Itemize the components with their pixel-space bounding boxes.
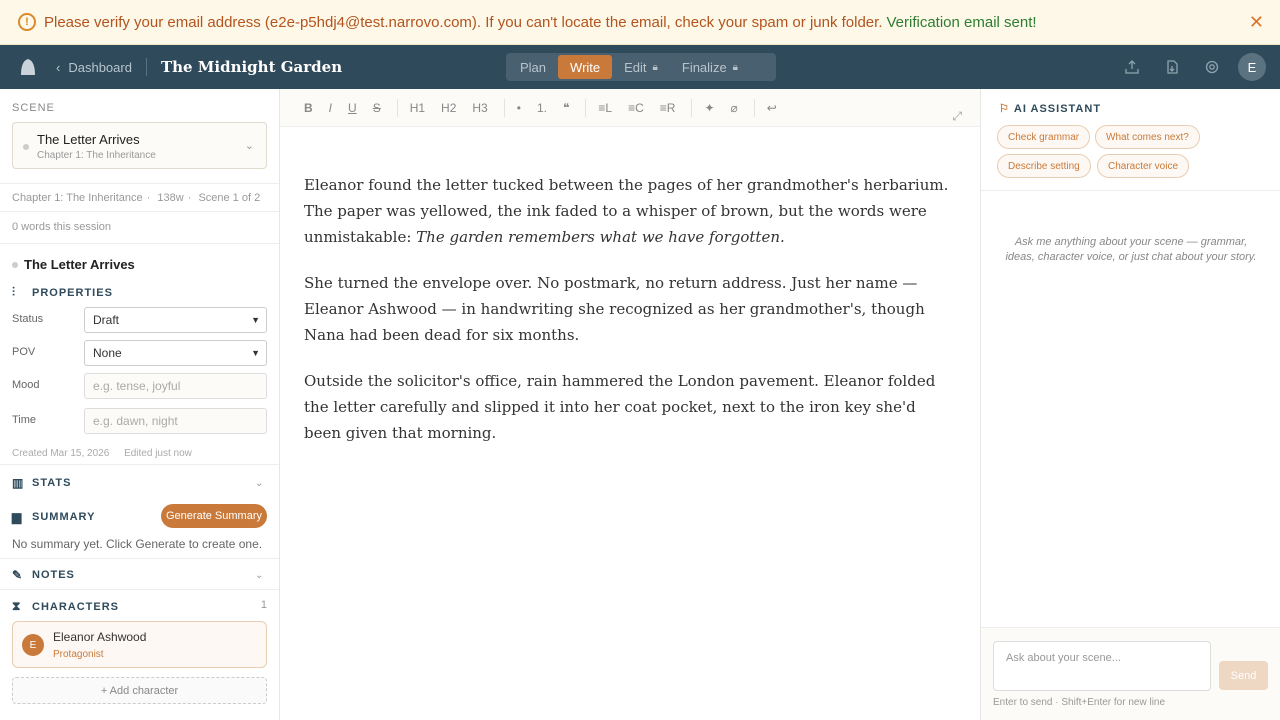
divider [0, 183, 279, 184]
ai-header [999, 102, 1101, 115]
selected-scene-title: The Letter Arrives [37, 132, 140, 147]
divider [981, 190, 1280, 191]
chat-input[interactable]: Ask about your scene... [993, 641, 1211, 691]
chevron-down-icon: ⌄ [255, 477, 265, 489]
ai-empty-hint: Ask me anything about your scene — grammar, ideas, character voice, or just chat about your story. [1005, 236, 1257, 263]
divider [0, 211, 279, 212]
status-label: Status [12, 313, 44, 325]
chip-check-grammar[interactable]: Check grammar [997, 125, 1090, 149]
characters-header [12, 599, 119, 614]
chip-describe-setting[interactable]: Describe setting [997, 154, 1091, 178]
scene-label: SCENE [12, 102, 55, 114]
top-nav [0, 45, 1280, 89]
selected-scene-chapter: Chapter 1: The Inheritance [37, 150, 156, 161]
properties-heading: PROPERTIES [32, 286, 113, 299]
align-left-button[interactable]: ≡L [598, 100, 613, 115]
summary-icon: ▆ [12, 510, 23, 524]
banner-status: Verification email sent! [886, 13, 1037, 31]
toolbar-divider [397, 99, 398, 117]
align-center-button[interactable]: ≡C [628, 100, 644, 115]
chevron-left-icon: ‹ [56, 59, 61, 75]
pov-select[interactable] [84, 340, 267, 366]
mood-input[interactable]: e.g. tense, joyful [84, 373, 267, 399]
heading3-button[interactable]: H3 [472, 100, 488, 115]
toolbar-divider [585, 99, 586, 117]
edit-icon: ✎ [12, 568, 24, 582]
ai-sparkle-button[interactable]: ✦ [704, 100, 715, 115]
nav-divider [146, 58, 147, 76]
tab-plan-label: Plan [520, 59, 547, 75]
summary-empty: No summary yet. Click Generate to create one. [12, 537, 263, 551]
align-right-button[interactable]: ≡R [659, 100, 676, 115]
paragraph: She turned the envelope over. No postmark, no return address. Just her name — Eleanor Ashwood — in handwriting she recognized as her grandmother's, though Nana had been dead for six months. [304, 274, 925, 344]
characters-heading: CHARACTERS [32, 600, 119, 613]
divider [0, 464, 279, 465]
strikethrough-button[interactable]: S [372, 100, 381, 115]
session-word-count: 0 words this session [12, 221, 112, 233]
properties-header[interactable] [12, 285, 113, 300]
tab-finalize-label: Finalize [681, 59, 727, 75]
chevron-down-icon: ▼ [251, 315, 260, 325]
character-count: 1 [260, 599, 267, 611]
toolbar-divider [754, 99, 755, 117]
scene-title [12, 257, 135, 272]
scene-title-text: The Letter Arrives [24, 257, 135, 272]
formatting-toolbar [280, 89, 980, 127]
tab-write-label: Write [570, 59, 601, 75]
summary-heading: SUMMARY [32, 511, 96, 523]
character-avatar: E [22, 634, 44, 656]
pov-value: None [93, 346, 122, 360]
user-avatar[interactable]: E [1238, 53, 1266, 81]
warning-icon: ! [18, 13, 36, 31]
import-icon[interactable] [1158, 53, 1186, 81]
bullet-list-button[interactable]: • [516, 100, 521, 115]
character-role: Protagonist [53, 649, 104, 660]
chip-character-voice[interactable]: Character voice [1097, 154, 1189, 178]
chevron-down-icon: ▼ [251, 348, 260, 358]
created-date: Created Mar 15, 2026 [12, 448, 110, 459]
divider [0, 243, 279, 244]
scene-status-dot [23, 144, 29, 150]
chevron-down-icon: ⌄ [244, 140, 254, 152]
paragraph [304, 172, 954, 250]
generate-summary-button[interactable]: Generate Summary [161, 504, 267, 528]
send-button[interactable]: Send [1219, 661, 1268, 690]
gear-icon[interactable] [1198, 53, 1226, 81]
status-select[interactable] [84, 307, 267, 333]
nav-actions [1106, 53, 1266, 81]
lock-icon: 🔒︎ [652, 61, 658, 73]
paragraph: Outside the solicitor's office, rain hammered the London pavement. Eleanor folded the letter carefully and slipped it into her coat pocket, next to the iron key she'd been given that morning. [304, 372, 936, 442]
tab-finalize[interactable] [670, 55, 750, 79]
meta-chapter: Chapter 1: The Inheritance [12, 192, 143, 204]
app-logo-icon[interactable] [18, 57, 38, 77]
scene-meta: Chapter 1: The Inheritance · 138w · Scene 1 of 2 [12, 192, 261, 204]
time-label: Time [12, 414, 37, 426]
verification-banner [0, 0, 1280, 45]
scene-sidebar [0, 89, 280, 720]
manuscript-text[interactable] [304, 172, 954, 466]
toolbar-divider [691, 99, 692, 117]
stats-heading: STATS [32, 477, 72, 489]
divider [0, 589, 279, 590]
scene-dot [12, 262, 18, 268]
paragraph-text: Eleanor found the letter tucked between the pages of her grandmother's herbarium. The paper was yellowed, the ink faded to a whisper of brown, but the words were unmistakable: [304, 176, 949, 246]
close-icon[interactable]: ✕ [1248, 12, 1264, 32]
time-input[interactable]: e.g. dawn, night [84, 408, 267, 434]
notes-header[interactable] [12, 568, 267, 582]
blockquote-button[interactable]: ❝ [562, 100, 570, 115]
editor-pane [280, 89, 980, 720]
heading1-button[interactable]: H1 [409, 100, 426, 115]
summary-header [12, 510, 95, 524]
chevron-down-icon: ⌄ [255, 569, 265, 581]
italic-button[interactable]: I [328, 100, 333, 115]
flag-icon: ⚐ [999, 103, 1010, 115]
bold-button[interactable]: B [304, 100, 313, 115]
character-card[interactable] [12, 621, 267, 668]
edited-date: Edited just now [124, 448, 192, 459]
tab-plan[interactable] [508, 55, 558, 79]
project-title: The Midnight Garden [160, 58, 343, 76]
stats-header[interactable] [12, 476, 267, 490]
toolbar-divider [504, 99, 505, 117]
chat-composer [981, 627, 1280, 720]
banner-message: Please verify your email address (e2e-p5hdj4@test.narrovo.com). If you can't locate the email, check your spam or junk folder. [44, 13, 883, 31]
composer-hint: Enter to send · Shift+Enter for new line [993, 697, 1166, 708]
mood-label: Mood [12, 379, 40, 391]
timestamps [12, 448, 204, 459]
hourglass-icon: ⧗ [12, 599, 22, 613]
clear-format-button[interactable]: ⌀ [730, 100, 738, 115]
tab-write[interactable] [558, 55, 612, 79]
scene-selector[interactable] [12, 122, 267, 169]
paragraph-italic: The garden remembers what we have forgotten. [416, 228, 785, 246]
export-icon[interactable] [1118, 53, 1146, 81]
bar-chart-icon: ▥ [12, 476, 25, 490]
meta-scene: Scene 1 of 2 [198, 192, 261, 204]
add-character-button[interactable]: + Add character [12, 677, 267, 704]
tab-edit[interactable] [612, 55, 670, 79]
back-to-dashboard[interactable] [56, 60, 132, 75]
divider [0, 558, 279, 559]
undo-button[interactable]: ↩ [766, 100, 777, 115]
status-value: Draft [93, 313, 120, 327]
ordered-list-button[interactable]: 1. [536, 100, 547, 115]
meta-words: 138w [157, 192, 184, 204]
sliders-icon: ⫶ [12, 285, 17, 299]
fullscreen-icon[interactable]: ⤢ [952, 109, 962, 123]
chip-what-next[interactable]: What comes next? [1095, 125, 1200, 149]
heading2-button[interactable]: H2 [441, 100, 457, 115]
ai-assistant-panel [980, 89, 1280, 720]
pov-label: POV [12, 346, 36, 358]
dashboard-link: Dashboard [68, 59, 132, 75]
underline-button[interactable]: U [348, 100, 357, 115]
notes-heading: NOTES [32, 569, 75, 581]
tab-edit-label: Edit [624, 59, 647, 75]
character-name: Eleanor Ashwood [53, 630, 147, 644]
lock-icon: 🔒︎ [732, 61, 738, 73]
ai-heading: AI ASSISTANT [1013, 102, 1102, 115]
mode-switcher [506, 53, 776, 81]
